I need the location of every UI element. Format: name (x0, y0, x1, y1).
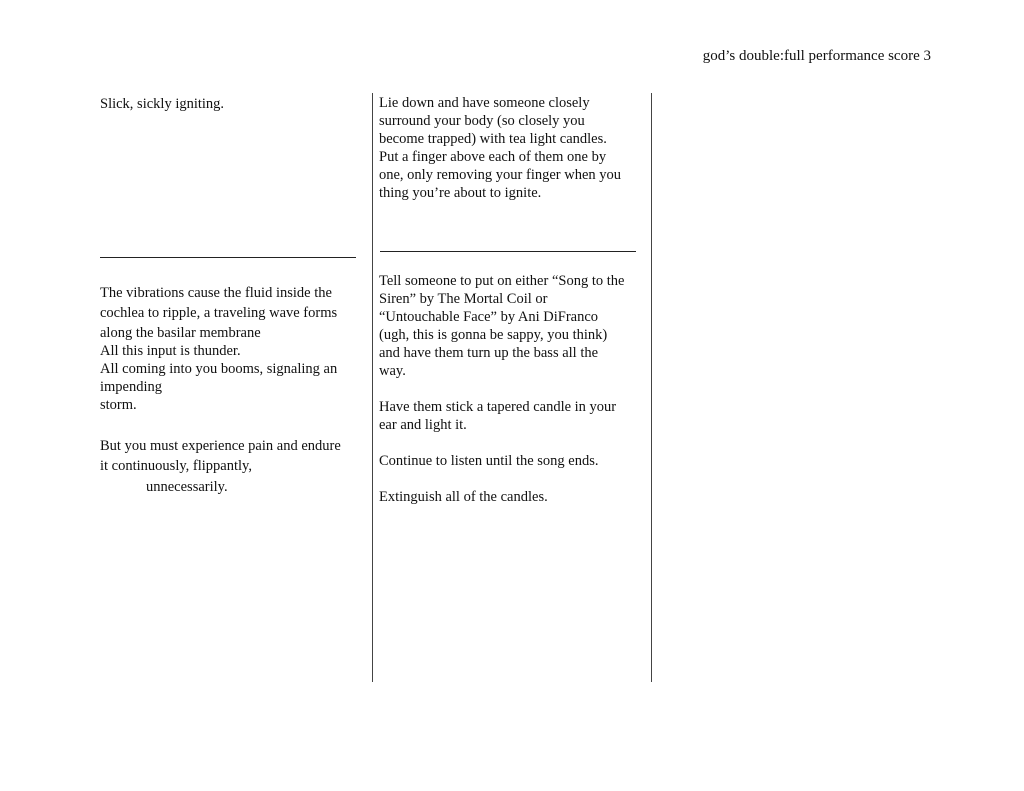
text-line: Tell someone to put on either “Song to the (379, 273, 625, 289)
text-line: along the basilar membrane (100, 325, 261, 341)
column-divider-right (651, 93, 652, 682)
middle-block-song (379, 272, 647, 506)
text-line: unnecessarily. (146, 479, 228, 495)
text-line: storm. (100, 397, 137, 413)
text-line: Lie down and have someone closely (379, 95, 590, 111)
middle-separator-line (380, 251, 636, 252)
text-line: become trapped) with tea light candles. (379, 131, 607, 147)
left-column (100, 95, 362, 113)
column-divider-left (372, 93, 373, 682)
left-opening-line: Slick, sickly igniting. (100, 96, 225, 112)
text-line: surround your body (so closely you (379, 113, 585, 129)
text-line: “Untouchable Face” by Ani DiFranco (379, 309, 599, 325)
text-line: ear and light it. (379, 417, 467, 433)
text-line: one, only removing your finger when you (379, 167, 622, 183)
text-line: Siren” by The Mortal Coil or (379, 291, 548, 307)
left-block-vibrations (100, 284, 365, 414)
text-line: way. (379, 363, 406, 379)
text-line: it continuously, flippantly, (100, 458, 252, 474)
text-line: All this input is thunder. (100, 343, 241, 359)
text-line: cochlea to ripple, a traveling wave forms (100, 305, 338, 321)
text-line: Put a finger above each of them one by (379, 149, 607, 165)
text-line: The vibrations cause the fluid inside the (100, 285, 332, 301)
text-line: and have them turn up the bass all the (379, 345, 599, 361)
text-line: thing you’re about to ignite. (379, 185, 542, 201)
text-line: impending (100, 379, 163, 395)
left-block-pain (100, 437, 365, 496)
text-line: All coming into you booms, signaling an (100, 361, 338, 377)
text-line: Continue to listen until the song ends. (379, 453, 599, 469)
text-line: But you must experience pain and endure (100, 438, 341, 454)
middle-block-candles (379, 94, 647, 202)
page-header: god’s double:full performance score 3 (702, 48, 931, 64)
left-separator-line (100, 257, 356, 258)
text-line: Have them stick a tapered candle in your (379, 399, 617, 415)
text-line: Extinguish all of the candles. (379, 489, 548, 505)
text-line: (ugh, this is gonna be sappy, you think) (379, 327, 608, 343)
